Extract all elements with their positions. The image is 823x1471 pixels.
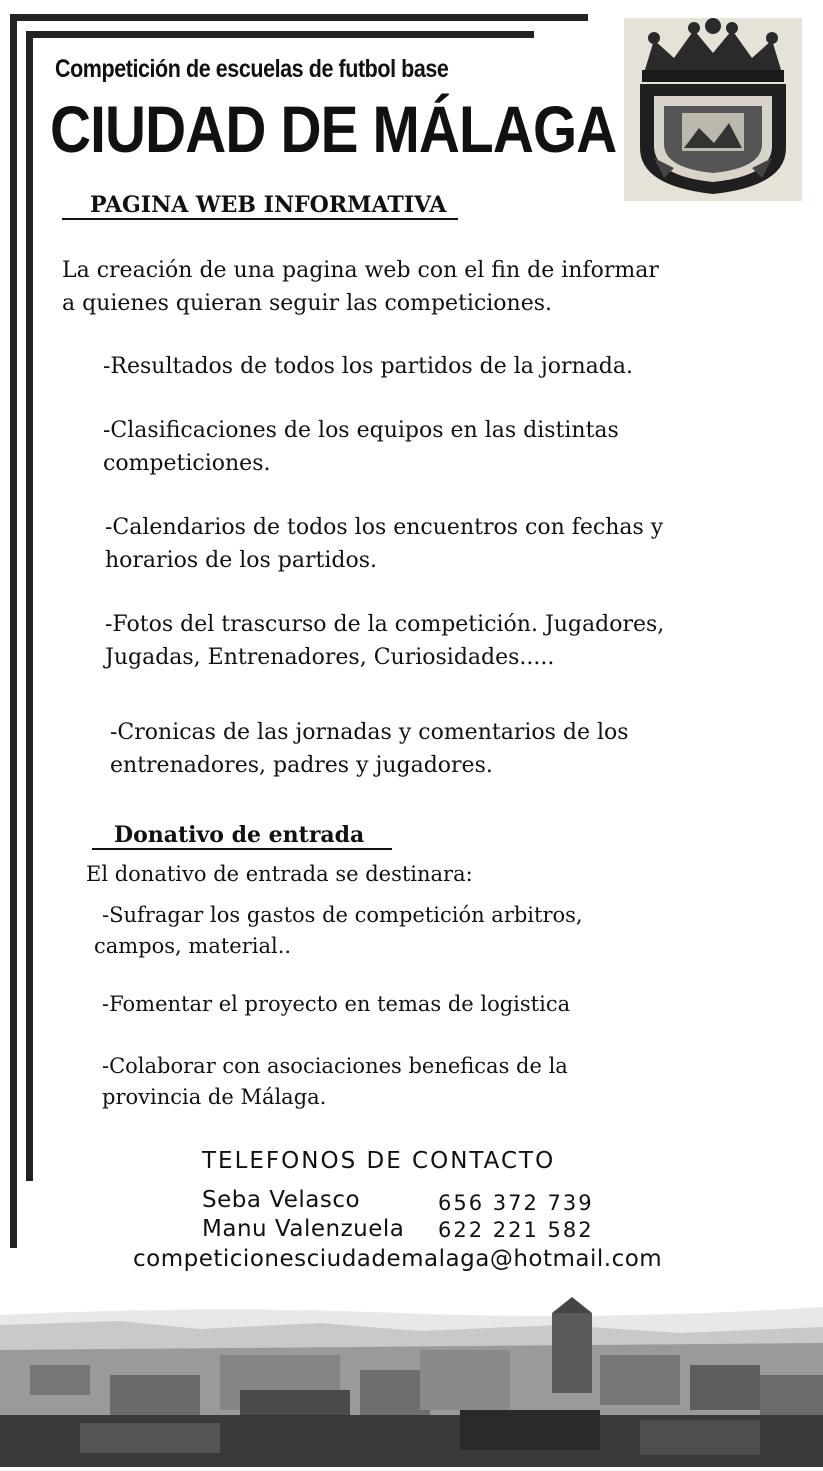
web-item-line: -Clasificaciones de los equipos en las distintas	[103, 418, 619, 443]
web-item	[105, 608, 664, 674]
donativo-section-heading	[92, 822, 392, 850]
web-item	[103, 414, 619, 480]
contact-phone: 622 221 582	[438, 1218, 594, 1242]
web-item-line: competiciones.	[103, 451, 271, 476]
frame-bar-left-inner	[26, 31, 33, 1181]
web-item-line: Jugadas, Entrenadores, Curiosidades.....	[105, 645, 555, 670]
web-heading-text: PAGINA WEB INFORMATIVA	[90, 192, 447, 218]
city-engraving-image	[0, 1295, 823, 1467]
contact-name: Manu Valenzuela	[202, 1216, 405, 1242]
frame-bar-left-outer	[10, 14, 17, 1248]
donativo-item-line: -Colaborar con asociaciones beneficas de la	[102, 1054, 568, 1078]
page-title: CIUDAD DE MÁLAGA	[50, 92, 617, 166]
header-subtitle: Competición de escuelas de futbol base	[55, 55, 449, 83]
web-intro-line: La creación de una pagina web con el fin de informar	[62, 258, 659, 283]
web-intro-line: a quienes quieran seguir las competiciones.	[62, 291, 553, 316]
donativo-item	[102, 1051, 568, 1113]
web-section-heading	[62, 192, 458, 220]
donativo-heading-text: Donativo de entrada	[114, 822, 365, 848]
donativo-item	[94, 900, 583, 962]
contact-phone: 656 372 739	[438, 1191, 594, 1215]
donativo-item-line: -Fomentar el proyecto en temas de logistica	[102, 992, 571, 1016]
contact-heading: TELEFONOS DE CONTACTO	[202, 1148, 556, 1174]
web-item-line: -Calendarios de todos los encuentros con fechas y	[105, 515, 664, 540]
web-intro	[62, 254, 659, 320]
web-item	[110, 716, 629, 782]
web-item	[103, 350, 633, 383]
web-item-line: -Resultados de todos los partidos de la jornada.	[103, 354, 633, 379]
frame-bar-top-outer	[10, 14, 588, 21]
donativo-item	[102, 989, 570, 1020]
crest-icon	[624, 18, 802, 201]
donativo-item-line: provincia de Málaga.	[102, 1085, 327, 1109]
web-item-line: horarios de los partidos.	[105, 548, 377, 573]
donativo-item-line: -Sufragar los gastos de competición arbitros,	[102, 903, 583, 927]
frame-bar-top-inner	[26, 31, 534, 38]
web-item-line: -Fotos del trascurso de la competición. Jugadores,	[105, 612, 665, 637]
contact-name: Seba Velasco	[202, 1187, 361, 1213]
donativo-item-line: campos, material..	[94, 934, 292, 958]
contact-email: competicionesciudademalaga@hotmail.com	[133, 1246, 663, 1272]
web-item	[105, 511, 663, 577]
donativo-intro: El donativo de entrada se destinara:	[86, 862, 473, 886]
web-item-line: entrenadores, padres y jugadores.	[110, 753, 493, 778]
web-item-line: -Cronicas de las jornadas y comentarios de los	[110, 720, 629, 745]
